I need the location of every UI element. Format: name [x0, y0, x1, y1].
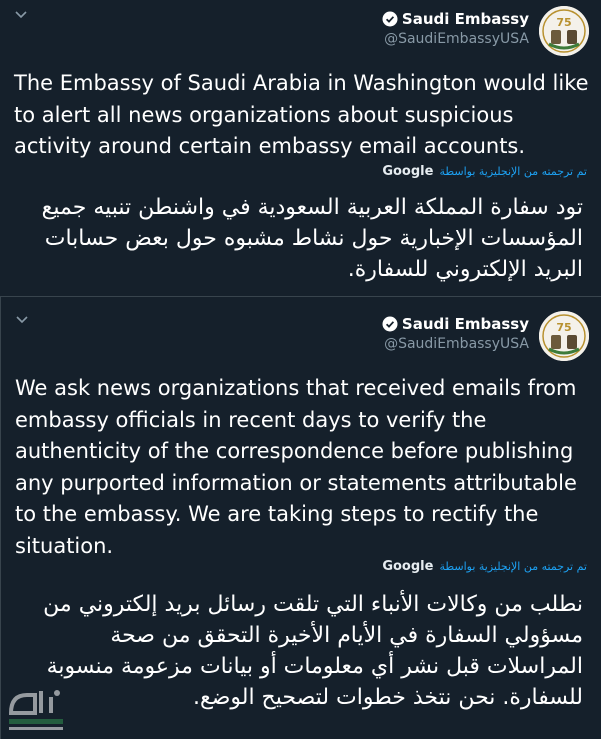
- handle[interactable]: @SaudiEmbassyUSA: [384, 31, 529, 47]
- handle[interactable]: @SaudiEmbassyUSA: [384, 336, 529, 352]
- avatar[interactable]: [539, 6, 589, 56]
- google-logo: Google: [382, 559, 434, 574]
- translated-text: نطلب من وكالات الأنباء التي تلقت رسائل بريد إلكتروني من مسؤولي السفارة في الأيام الأخيرة التحقق من صحة المراسلات قبل نشر أي معلومات أو بيانات مزعومة منسوبة للسفارة. نحن نتخذ خطوات لتصحيح الوضع.: [43, 592, 583, 710]
- translation-attribution: [382, 164, 587, 179]
- avatar-badge: 75: [556, 321, 572, 334]
- translated-by-label[interactable]: تم ترجمته من الإنجليزية بواسطة: [439, 165, 587, 178]
- tweet-author[interactable]: [382, 10, 529, 47]
- display-name[interactable]: Saudi Embassy: [401, 10, 529, 28]
- tweet-1: [0, 0, 601, 296]
- translated-text: تود سفارة المملكة العربية السعودية في واشنطن تنبيه جميع المؤسسات الإخبارية حول نشاط مشبوه حول بعض حسابات البريد الإلكتروني للسفارة.: [41, 195, 583, 282]
- translation-attribution: [382, 559, 587, 574]
- avatar-badge: 75: [556, 16, 572, 29]
- display-name[interactable]: Saudi Embassy: [401, 315, 529, 333]
- tweet-text: We ask news organizations that received emails from embassy officials in recent days to verify the authenticity of the correspondence before publishing any purported information or statements attributable to the embassy. We are taking steps to rectify the situation.: [15, 376, 577, 558]
- chevron-down-icon[interactable]: [15, 315, 29, 325]
- translated-by-label[interactable]: تم ترجمته من الإنجليزية بواسطة: [439, 560, 587, 573]
- chevron-down-icon[interactable]: [14, 10, 28, 20]
- tweet-author[interactable]: [382, 315, 529, 352]
- verified-badge-icon: [382, 11, 398, 27]
- tweet-text: The Embassy of Saudi Arabia in Washington would like to alert all news organizations about suspicious activity around certain embassy email accounts.: [14, 71, 589, 158]
- tweet-2: [0, 296, 601, 739]
- verified-badge-icon: [382, 316, 398, 332]
- watermark-logo-icon: [5, 683, 67, 735]
- avatar[interactable]: [539, 311, 589, 361]
- google-logo: Google: [382, 164, 434, 179]
